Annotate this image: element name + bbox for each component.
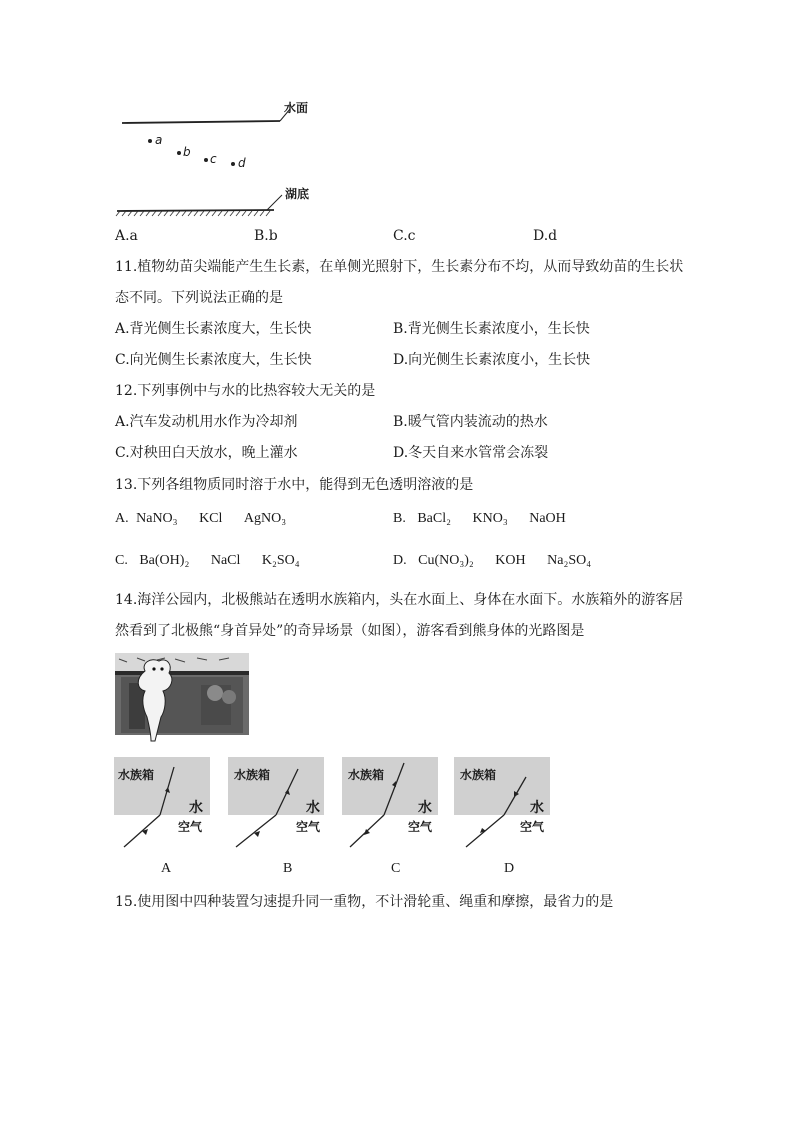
q13-option-a-compound-3: AgNO₃: [243, 511, 287, 526]
point-a-label: a: [155, 133, 163, 147]
q13-stem: 13.下列各组物质同时溶于水中，能得到无色透明溶液的是: [115, 477, 474, 493]
diagram-a-air-label: 空气: [178, 820, 203, 834]
q13-option-a-letter: A.: [115, 511, 129, 526]
point-d: [231, 162, 235, 166]
point-b: [177, 151, 181, 155]
q13-option-c[interactable]: [115, 553, 300, 569]
q11-option-c[interactable]: C.向光侧生长素浓度大，生长快: [115, 352, 312, 368]
diagram-b-air-label: 空气: [296, 820, 321, 834]
q13-option-a[interactable]: [115, 511, 286, 527]
q11-stem-line1: 11.植物幼苗尖端能产生生长素，在单侧光照射下，生长素分布不均，从而导致幼苗的生长状: [115, 259, 684, 275]
lake-bottom-label: 湖底: [285, 187, 310, 201]
q13-option-a-compound-2: KCl: [199, 511, 223, 526]
diagram-c-air-label: 空气: [408, 820, 433, 834]
q11-stem-line2: 态不同。下列说法正确的是: [115, 290, 283, 306]
q13-option-d-compound-3: Na₂SO₄: [547, 553, 592, 568]
q13-option-d-letter: D.: [393, 553, 407, 568]
diagram-d-tank-label: 水族箱: [460, 768, 497, 782]
q13-option-b-compound-3: NaOH: [529, 511, 566, 526]
point-a: [148, 139, 152, 143]
q10-option-d[interactable]: D.d: [533, 228, 558, 244]
q13-option-c-compound-3: K₂SO₄: [261, 553, 300, 568]
diagram-d-water-label: 水: [530, 800, 544, 816]
q14-option-b[interactable]: B: [283, 861, 293, 876]
q13-option-b-letter: B.: [393, 511, 406, 526]
q10-option-a[interactable]: A.a: [115, 228, 138, 244]
q14-option-a[interactable]: A: [161, 861, 172, 876]
q10-option-b[interactable]: B.b: [254, 228, 278, 244]
q13-option-b-compound-2: KNO₃: [472, 511, 508, 526]
q11-option-a[interactable]: A.背光侧生长素浓度大，生长快: [115, 321, 312, 337]
diagram-a-tank-label: 水族箱: [118, 768, 155, 782]
point-b-label: b: [183, 145, 191, 159]
q13-option-c-compound-1: Ba(OH)₂: [139, 553, 190, 568]
diagram-d-air-label: 空气: [520, 820, 545, 834]
q12-option-c[interactable]: C.对秧田白天放水，晚上灌水: [115, 445, 298, 461]
q14-option-d[interactable]: D: [504, 861, 515, 876]
point-c-label: c: [210, 152, 217, 166]
q12-option-b[interactable]: B.暖气管内装流动的热水: [393, 414, 548, 430]
diagram-a-water-label: 水: [189, 800, 203, 816]
q13-option-a-compound-1: NaNO₃: [136, 511, 178, 526]
q15-stem: 15.使用图中四种装置匀速提升同一重物，不计滑轮重、绳重和摩擦，最省力的是: [115, 894, 614, 910]
q14-stem-line1: 14.海洋公园内，北极熊站在透明水族箱内，头在水面上、身体在水面下。水族箱外的游客居: [115, 592, 684, 608]
diagram-b-water-label: 水: [306, 800, 320, 816]
diagram-b-tank-label: 水族箱: [234, 768, 271, 782]
q14-option-c[interactable]: C: [391, 861, 401, 876]
point-c: [204, 158, 208, 162]
q12-option-d[interactable]: D.冬天自来水管常会冻裂: [393, 445, 549, 461]
q12-stem: 12.下列事例中与水的比热容较大无关的是: [115, 383, 376, 399]
q13-option-c-letter: C.: [115, 553, 128, 568]
q14-stem-line2: 然看到了北极熊“身首异处”的奇异场景（如图），游客看到熊身体的光路图是: [115, 623, 585, 639]
q13-option-d-compound-1: Cu(NO₃)₂: [418, 553, 474, 568]
q13-option-c-compound-2: NaCl: [210, 553, 241, 568]
q12-option-a[interactable]: A.汽车发动机用水作为冷却剂: [115, 414, 298, 430]
q10-option-c[interactable]: C.c: [393, 228, 416, 244]
q13-option-b-compound-1: BaCl₂: [417, 511, 452, 526]
point-d-label: d: [238, 156, 246, 170]
q13-option-d-compound-2: KOH: [495, 553, 526, 568]
q11-option-d[interactable]: D.向光侧生长素浓度小，生长快: [393, 352, 591, 368]
diagram-c-tank-label: 水族箱: [348, 768, 385, 782]
q13-option-d[interactable]: [393, 553, 591, 569]
q13-option-b[interactable]: [393, 511, 566, 527]
water-surface-label: 水面: [284, 101, 309, 115]
q11-option-b[interactable]: B.背光侧生长素浓度小，生长快: [393, 321, 590, 337]
polar-bear-photo: [115, 653, 249, 745]
diagram-c-water-label: 水: [418, 800, 432, 816]
